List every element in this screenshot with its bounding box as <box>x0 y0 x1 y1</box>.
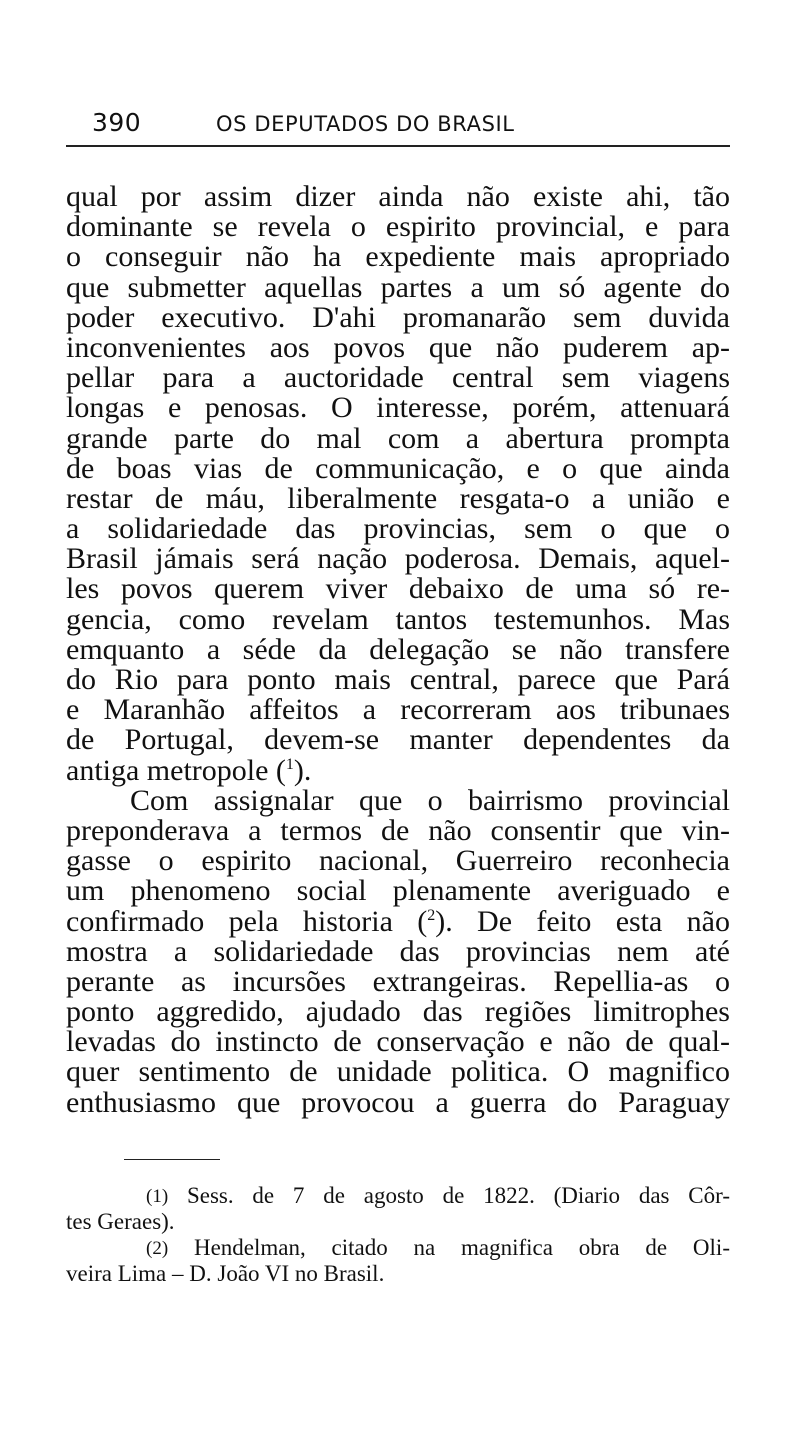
text-line: o conseguir não ha expediente mais apropriado <box>66 240 730 274</box>
footnote-text: Sess. de 7 de agosto de 1822. (Diario das Côr- <box>186 1183 731 1208</box>
text-line: poder executivo. D'ahi promanarão sem duvida <box>66 300 730 334</box>
text-line: a solidariedade das provincias, sem o que o <box>66 512 730 546</box>
text-line-with-footnote-ref <box>66 904 730 938</box>
text-line: perante as incursões extrangeiras. Repellia-as o <box>66 964 730 998</box>
footnote-marker: (1) <box>146 1186 169 1207</box>
page-number: 390 <box>92 108 142 137</box>
page-header <box>66 108 730 148</box>
text-fragment: ). De feito esta não <box>435 904 730 938</box>
text-line: grande parte do mal com a abertura prompta <box>66 421 730 455</box>
text-line: do Rio para ponto mais central, parece que Pará <box>66 663 730 696</box>
text-line: restar de máu, liberalmente resgata-o a união e <box>66 481 730 515</box>
text-line: um phenomeno social plenamente averiguado e <box>66 874 730 908</box>
footnote-1 <box>66 1183 730 1209</box>
text-fragment: antiga metropole ( <box>66 753 286 787</box>
text-line: dominante se revela o espirito provincial, e para <box>66 210 730 244</box>
header-rule <box>66 145 730 147</box>
footnote-separator <box>124 1159 220 1160</box>
text-line: emquanto a séde da delegação se não transfere <box>66 632 730 666</box>
text-line: gencia, como revelam tantos testemunhos. Mas <box>66 602 730 636</box>
footnote-reference: 2 <box>427 906 436 924</box>
text-line: longas e penosas. O interesse, porém, attenuará <box>66 391 730 425</box>
text-line: quer sentimento de unidade politica. O magnifico <box>66 1055 730 1089</box>
footnote-2 <box>66 1235 730 1261</box>
text-line: mostra a solidariedade das provincias nem até <box>66 934 730 968</box>
text-line: inconvenientes aos povos que não puderem ap- <box>66 330 730 364</box>
text-line: gasse o espirito nacional, Guerreiro reconhecia <box>66 844 730 878</box>
footnote-1-continuation: tes Geraes). <box>66 1209 175 1234</box>
text-line: levadas do instincto de conservação e não de qual- <box>66 1025 730 1059</box>
paragraph-first-line: Com assignalar que o bairrismo provincial <box>130 783 730 817</box>
text-line: e Maranhão affeitos a recorreram aos tribunaes <box>66 693 730 727</box>
text-line: pellar para a auctoridade central sem viagens <box>66 361 730 395</box>
footnote-marker: (2) <box>146 1238 169 1259</box>
footnote-text: Hendelman, citado na magnifica obra de Oli- <box>193 1235 730 1260</box>
text-line: que submetter aquellas partes a um só agente do <box>66 270 730 304</box>
footnotes <box>66 1183 730 1287</box>
text-fragment: ). <box>293 753 312 787</box>
text-line: enthusiasmo que provocou a guerra do Paraguay <box>66 1085 730 1119</box>
footnote-reference: 1 <box>285 755 294 773</box>
text-line: de boas vias de communicação, e o que ainda <box>66 451 730 485</box>
body-text <box>66 182 730 1118</box>
footnote-2-continuation: veira Lima – D. João VI no Brasil. <box>66 1261 385 1286</box>
text-line: de Portugal, devem-se manter dependentes da <box>66 723 730 757</box>
running-title: OS DEPUTADOS DO BRASIL <box>216 112 515 136</box>
text-fragment: confirmado pela historia ( <box>66 904 428 938</box>
text-line: qual por assim dizer ainda não existe ahi, tão <box>66 180 730 213</box>
text-line: les povos querem viver debaixo de uma só re- <box>66 572 730 606</box>
text-line: ponto aggredido, ajudado das regiões limitrophes <box>66 995 730 1029</box>
text-line-with-footnote-ref <box>66 753 730 787</box>
text-line: Brasil jámais será nação poderosa. Demais, aquel- <box>66 542 730 576</box>
text-line: preponderava a termos de não consentir que vin- <box>66 813 730 847</box>
